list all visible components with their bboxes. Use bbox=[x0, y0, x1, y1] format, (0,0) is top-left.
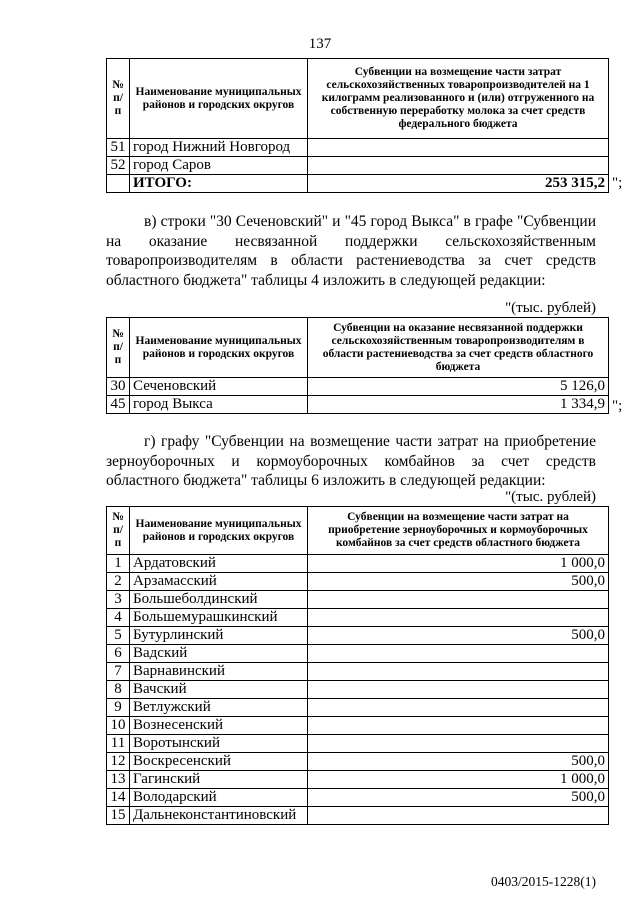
column-header-name: Наименование муниципальных районов и городских округов bbox=[130, 59, 308, 139]
subsidy-value: 5 126,0 bbox=[308, 378, 609, 396]
page-number: 137 bbox=[308, 36, 332, 52]
row-number: 14 bbox=[107, 789, 130, 807]
subsidy-value bbox=[308, 681, 609, 699]
subsidy-value: 1 000,0 bbox=[308, 771, 609, 789]
table-row bbox=[107, 753, 609, 771]
municipality-name: Вознесенский bbox=[130, 717, 308, 735]
column-header-subsidy: Субвенции на оказание несвязанной поддержки сельскохозяйственным товаропроизводителям в области растениеводства за счет средств областного бюджета bbox=[308, 318, 609, 378]
row-number: 1 bbox=[107, 555, 130, 573]
table-row bbox=[107, 555, 609, 573]
subsidy-value bbox=[308, 609, 609, 627]
table-row bbox=[107, 789, 609, 807]
row-number: 9 bbox=[107, 699, 130, 717]
municipality-name: Бутурлинский bbox=[130, 627, 308, 645]
row-number: 13 bbox=[107, 771, 130, 789]
table-row bbox=[107, 157, 609, 175]
table-row bbox=[107, 573, 609, 591]
column-header-name: Наименование муниципальных районов и городских округов bbox=[130, 318, 308, 378]
subsidy-value bbox=[308, 663, 609, 681]
row-number: 11 bbox=[107, 735, 130, 753]
row-number: 51 bbox=[107, 139, 130, 157]
total-value: 253 315,2 bbox=[308, 175, 609, 193]
table-row bbox=[107, 645, 609, 663]
total-row bbox=[107, 175, 609, 193]
unit-label: "(тыс. рублей) bbox=[505, 300, 596, 316]
milk-subsidy-table bbox=[106, 58, 609, 193]
subsidy-value bbox=[308, 699, 609, 717]
paragraph-v: в) строки "30 Сеченовский" и "45 город Выкса" в графе "Субвенции на оказание несвязанной поддержки сельскохозяйственным товаропроизводителям в области растениеводства за счет средств областного бюджета" таблицы 4 изложить в следующей редакции: bbox=[106, 213, 596, 289]
row-number: 15 bbox=[107, 807, 130, 825]
subsidy-value: 1 334,9 bbox=[308, 396, 609, 414]
closing-quote: "; bbox=[612, 398, 623, 414]
row-number: 7 bbox=[107, 663, 130, 681]
municipality-name: Большеболдинский bbox=[130, 591, 308, 609]
total-label: ИТОГО: bbox=[130, 175, 308, 193]
row-number: 10 bbox=[107, 717, 130, 735]
municipality-name: Сеченовский bbox=[130, 378, 308, 396]
subsidy-value bbox=[308, 139, 609, 157]
municipality-name: Большемурашкинский bbox=[130, 609, 308, 627]
municipality-name: Варнавинский bbox=[130, 663, 308, 681]
table-row bbox=[107, 591, 609, 609]
row-number: 8 bbox=[107, 681, 130, 699]
paragraph-g: г) графу "Субвенции на возмещение части затрат на приобретение зерноуборочных и кормоуборочных комбайнов за счет средств областного бюджета" таблицы 6 изложить в следующей редакции: bbox=[106, 433, 596, 489]
table-row bbox=[107, 378, 609, 396]
row-number: 52 bbox=[107, 157, 130, 175]
subsidy-value bbox=[308, 157, 609, 175]
table-row bbox=[107, 139, 609, 157]
column-header-number: № п/п bbox=[107, 59, 130, 139]
subsidy-value bbox=[308, 717, 609, 735]
table-row bbox=[107, 609, 609, 627]
column-header-subsidy: Субвенции на возмещение части затрат сельскохозяйственных товаропроизводителей на 1 килограмм реализованного и (или) отгруженного на собственную переработку молока за счет средств федерального бюджета bbox=[308, 59, 609, 139]
subsidy-value: 500,0 bbox=[308, 573, 609, 591]
column-header-number: № п/п bbox=[107, 507, 130, 555]
subsidy-value: 500,0 bbox=[308, 753, 609, 771]
municipality-name: Воротынский bbox=[130, 735, 308, 753]
row-number: 2 bbox=[107, 573, 130, 591]
row-number: 30 bbox=[107, 378, 130, 396]
row-number: 3 bbox=[107, 591, 130, 609]
crop-subsidy-table bbox=[106, 317, 609, 414]
municipality-name: Вачский bbox=[130, 681, 308, 699]
municipality-name: Воскресенский bbox=[130, 753, 308, 771]
table-row bbox=[107, 396, 609, 414]
column-header-name: Наименование муниципальных районов и городских округов bbox=[130, 507, 308, 555]
table-row bbox=[107, 681, 609, 699]
row-number: 4 bbox=[107, 609, 130, 627]
subsidy-value bbox=[308, 735, 609, 753]
row-number: 6 bbox=[107, 645, 130, 663]
municipality-name: город Саров bbox=[130, 157, 308, 175]
subsidy-value bbox=[308, 591, 609, 609]
municipality-name: Вадский bbox=[130, 645, 308, 663]
table-row bbox=[107, 717, 609, 735]
subsidy-value bbox=[308, 807, 609, 825]
subsidy-value: 500,0 bbox=[308, 789, 609, 807]
table-row bbox=[107, 807, 609, 825]
row-number: 45 bbox=[107, 396, 130, 414]
unit-label: "(тыс. рублей) bbox=[505, 489, 596, 505]
row-number: 5 bbox=[107, 627, 130, 645]
column-header-number: № п/п bbox=[107, 318, 130, 378]
municipality-name: Гагинский bbox=[130, 771, 308, 789]
municipality-name: Ветлужский bbox=[130, 699, 308, 717]
municipality-name: город Нижний Новгород bbox=[130, 139, 308, 157]
subsidy-value bbox=[308, 645, 609, 663]
subsidy-value: 1 000,0 bbox=[308, 555, 609, 573]
municipality-name: Арзамасский bbox=[130, 573, 308, 591]
municipality-name: Володарский bbox=[130, 789, 308, 807]
subsidy-value: 500,0 bbox=[308, 627, 609, 645]
closing-quote: "; bbox=[612, 175, 623, 191]
table-row bbox=[107, 771, 609, 789]
combine-subsidy-table bbox=[106, 506, 609, 825]
column-header-subsidy: Субвенции на возмещение части затрат на приобретение зерноуборочных и кормоуборочных комбайнов за счет средств областного бюджета bbox=[308, 507, 609, 555]
table-row bbox=[107, 663, 609, 681]
table-row bbox=[107, 735, 609, 753]
table-row bbox=[107, 627, 609, 645]
municipality-name: город Выкса bbox=[130, 396, 308, 414]
document-code: 0403/2015-1228(1) bbox=[491, 874, 596, 889]
municipality-name: Ардатовский bbox=[130, 555, 308, 573]
municipality-name: Дальнеконстантиновский bbox=[130, 807, 308, 825]
table-row bbox=[107, 699, 609, 717]
row-number: 12 bbox=[107, 753, 130, 771]
